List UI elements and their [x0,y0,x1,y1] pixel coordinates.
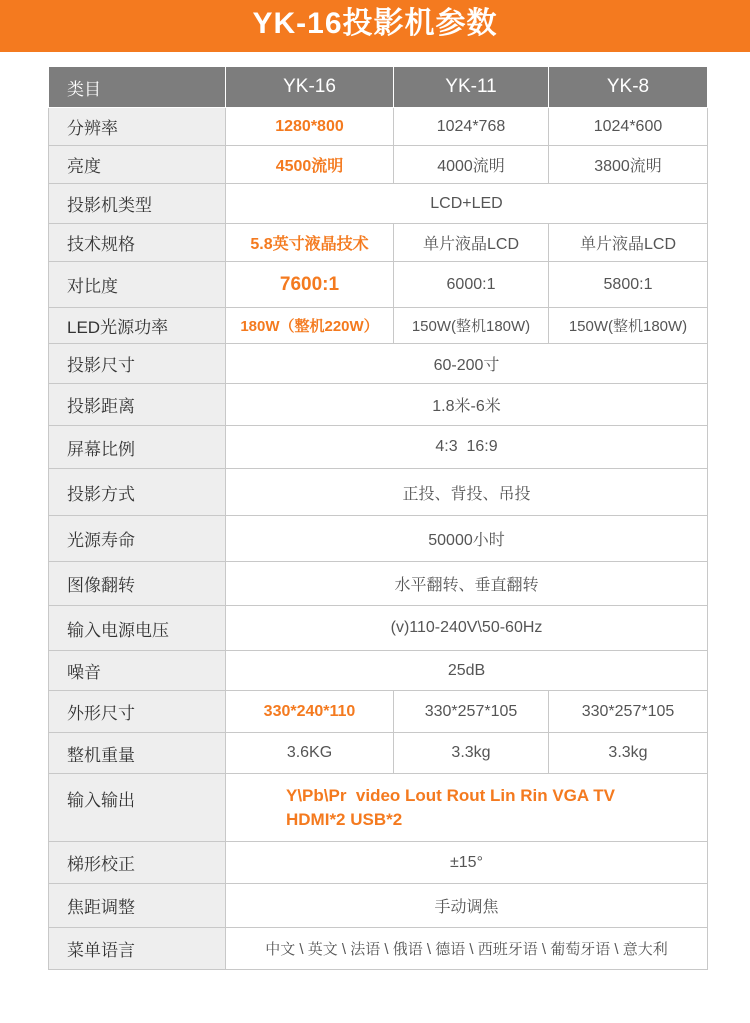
row-label: 输入输出 [49,774,226,842]
cell-value: 1024*768 [394,108,549,146]
cell-value: 4:3 16:9 [226,426,708,469]
cell-value: LCD+LED [226,184,708,224]
table-row [49,733,708,774]
cell-value: 单片液晶LCD [549,224,708,262]
table-row [49,928,708,970]
spec-table [48,66,708,970]
cell-value: 7600:1 [226,262,394,308]
row-label: 整机重量 [49,733,226,774]
cell-value: 中文 \ 英文 \ 法语 \ 俄语 \ 德语 \ 西班牙语 \ 葡萄牙语 \ 意大利 [226,928,708,970]
cell-value: 1280*800 [226,108,394,146]
table-row [49,262,708,308]
row-label: 对比度 [49,262,226,308]
cell-value: 1024*600 [549,108,708,146]
table-row [49,691,708,733]
io-line-1: Y\Pb\Pr video Lout Rout Lin Rin VGA TV [286,785,615,805]
header-model-yk8: YK-8 [549,67,708,108]
cell-value: 4000流明 [394,146,549,184]
cell-value: 25dB [226,651,708,691]
cell-value: 1.8米-6米 [226,384,708,426]
row-label: 噪音 [49,651,226,691]
cell-value: 5800:1 [549,262,708,308]
row-label: 分辨率 [49,108,226,146]
row-label: 焦距调整 [49,884,226,928]
cell-value: 正投、背投、吊投 [226,469,708,516]
row-label: 投影距离 [49,384,226,426]
cell-value: 3.3kg [394,733,549,774]
cell-value: 330*257*105 [394,691,549,733]
table-row [49,308,708,344]
cell-value: 330*240*110 [226,691,394,733]
cell-value: 手动调焦 [226,884,708,928]
cell-value: 330*257*105 [549,691,708,733]
io-line-2: HDMI*2 USB*2 [286,809,403,829]
cell-value: ±15° [226,842,708,884]
cell-value: 4500流明 [226,146,394,184]
table-row [49,884,708,928]
row-label: 输入电源电压 [49,606,226,651]
cell-value: 50000小时 [226,516,708,562]
table-row [49,146,708,184]
header-model-yk16: YK-16 [226,67,394,108]
cell-value [226,774,708,842]
table-row [49,108,708,146]
cell-value: 60-200寸 [226,344,708,384]
row-label: 光源寿命 [49,516,226,562]
cell-value: 150W(整机180W) [394,308,549,344]
cell-value: (v)110-240V\50-60Hz [226,606,708,651]
cell-value: 5.8英寸液晶技术 [226,224,394,262]
table-row [49,384,708,426]
table-row [49,469,708,516]
cell-value: 180W（整机220W） [226,308,394,344]
cell-value: 6000:1 [394,262,549,308]
header-model-yk11: YK-11 [394,67,549,108]
table-header-row [49,67,708,108]
table-row [49,842,708,884]
table-row [49,426,708,469]
row-label: 外形尺寸 [49,691,226,733]
row-label: LED光源功率 [49,308,226,344]
row-label: 屏幕比例 [49,426,226,469]
table-row [49,774,708,842]
row-label: 投影机类型 [49,184,226,224]
table-row [49,224,708,262]
row-label: 图像翻转 [49,562,226,606]
table-row [49,606,708,651]
row-label: 投影尺寸 [49,344,226,384]
cell-value: 150W(整机180W) [549,308,708,344]
table-row [49,344,708,384]
cell-value: 3.6KG [226,733,394,774]
row-label: 菜单语言 [49,928,226,970]
cell-value: 水平翻转、垂直翻转 [226,562,708,606]
table-row [49,651,708,691]
table-row [49,562,708,606]
row-label: 投影方式 [49,469,226,516]
cell-value: 3800流明 [549,146,708,184]
row-label: 亮度 [49,146,226,184]
cell-value: 单片液晶LCD [394,224,549,262]
row-label: 技术规格 [49,224,226,262]
row-label: 梯形校正 [49,842,226,884]
page-title: YK-16投影机参数 [0,0,750,52]
cell-value: 3.3kg [549,733,708,774]
table-row [49,516,708,562]
header-category: 类目 [49,67,226,108]
table-row [49,184,708,224]
